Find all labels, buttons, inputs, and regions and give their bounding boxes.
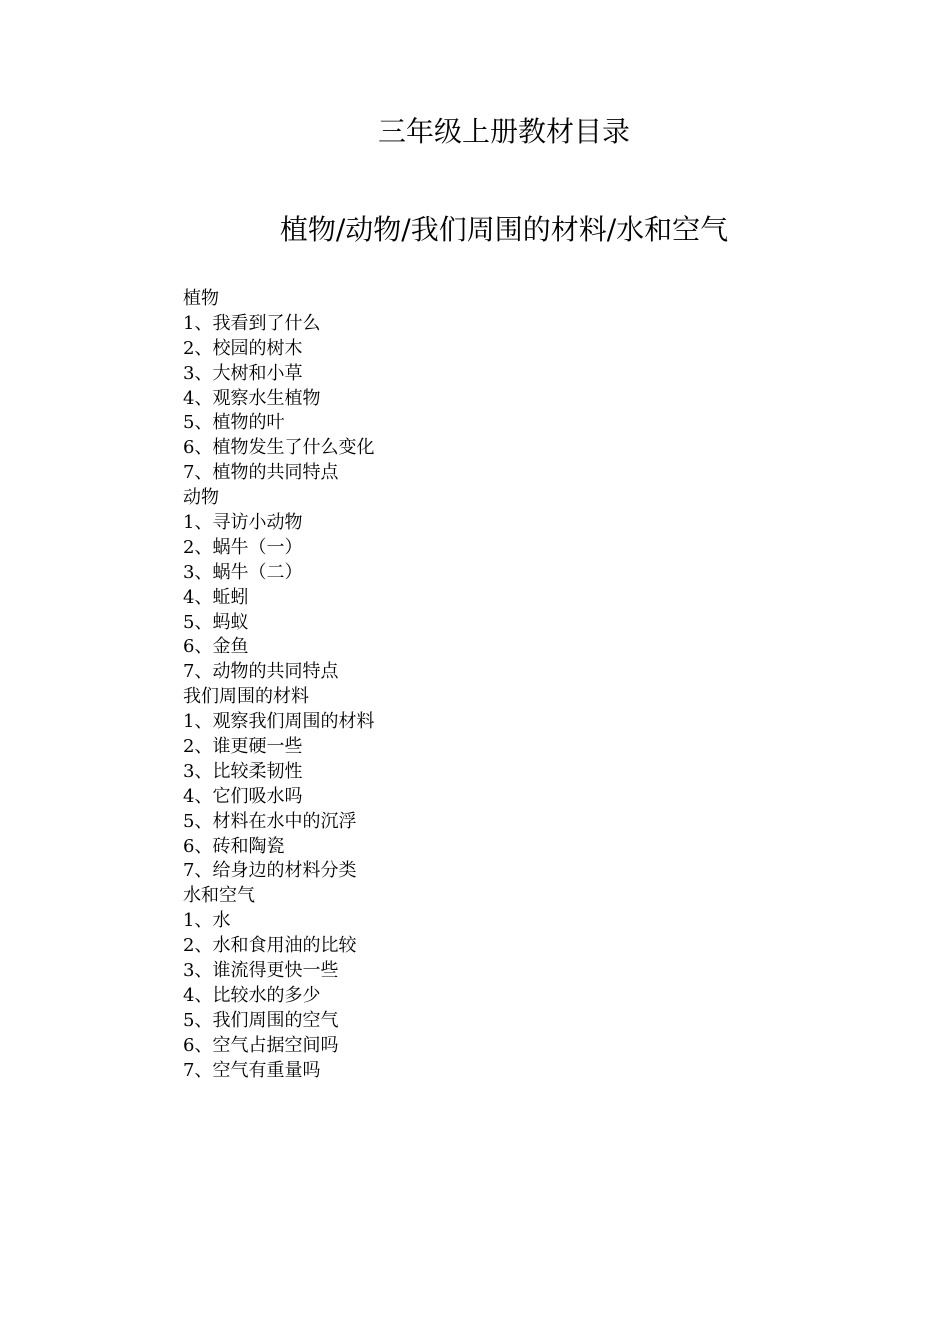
list-item: 3、大树和小草 xyxy=(183,362,303,384)
list-item: 2、蜗牛（一） xyxy=(183,536,303,558)
list-item: 7、植物的共同特点 xyxy=(183,462,339,484)
list-item: 7、空气有重量吗 xyxy=(183,1059,321,1081)
section-animals xyxy=(183,486,374,685)
list-item: 2、水和食用油的比较 xyxy=(183,935,357,957)
page-title: 三年级上册教材目录 xyxy=(377,115,630,148)
list-item: 5、蚂蚁 xyxy=(183,611,249,633)
list-item: 4、比较水的多少 xyxy=(183,984,321,1006)
list-item: 6、植物发生了什么变化 xyxy=(183,437,375,459)
section-materials xyxy=(183,685,374,884)
section-heading: 动物 xyxy=(183,487,219,509)
list-item: 3、蜗牛（二） xyxy=(183,561,303,583)
section-plants xyxy=(183,287,374,486)
list-item: 2、谁更硬一些 xyxy=(183,736,303,758)
section-heading: 我们周围的材料 xyxy=(183,686,309,708)
list-item: 1、我看到了什么 xyxy=(183,312,321,334)
list-item: 4、蚯蚓 xyxy=(183,586,249,608)
page-subtitle: 植物/动物/我们周围的材料/水和空气 xyxy=(279,213,729,246)
list-item: 3、谁流得更快一些 xyxy=(183,960,339,982)
section-heading: 水和空气 xyxy=(183,885,255,907)
list-item: 3、比较柔韧性 xyxy=(183,760,303,782)
list-item: 5、材料在水中的沉浮 xyxy=(183,810,357,832)
list-item: 4、它们吸水吗 xyxy=(183,785,303,807)
list-item: 4、观察水生植物 xyxy=(183,387,321,409)
list-item: 7、给身边的材料分类 xyxy=(183,860,357,882)
list-item: 1、水 xyxy=(183,910,231,932)
section-water-and-air xyxy=(183,884,374,1083)
section-heading: 植物 xyxy=(183,288,219,309)
table-of-contents xyxy=(183,287,374,1084)
list-item: 1、观察我们周围的材料 xyxy=(183,711,375,733)
list-item: 2、校园的树木 xyxy=(183,337,303,359)
list-item: 5、植物的叶 xyxy=(183,412,285,434)
list-item: 6、砖和陶瓷 xyxy=(183,835,285,857)
list-item: 1、寻访小动物 xyxy=(183,512,303,534)
list-item: 5、我们周围的空气 xyxy=(183,1009,339,1031)
list-item: 6、空气占据空间吗 xyxy=(183,1034,339,1056)
list-item: 6、金鱼 xyxy=(183,636,249,658)
list-item: 7、动物的共同特点 xyxy=(183,661,339,683)
